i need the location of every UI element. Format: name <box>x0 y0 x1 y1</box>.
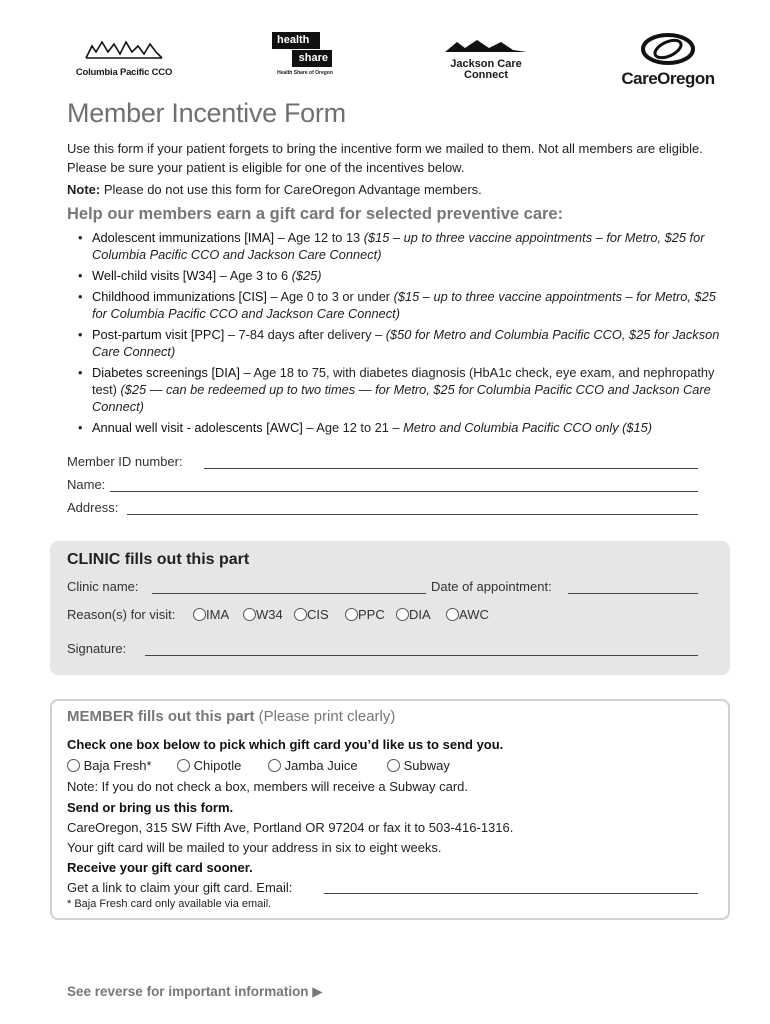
email-label: Get a link to claim your gift card. Email: <box>67 880 293 895</box>
mountains-icon <box>84 38 164 60</box>
incentive-item <box>78 267 728 284</box>
incentive-item <box>78 364 728 415</box>
jackson-line1: Jackson Care <box>450 58 522 70</box>
reason-w34[interactable] <box>243 607 283 625</box>
incentive-detail: Metro and Columbia Pacific CCO only ($15) <box>403 420 653 435</box>
careoregon-text: CareOregon <box>621 69 715 88</box>
incentive-desc: – Age 12 to 21 – <box>302 420 404 435</box>
jackson-care-connect-logo <box>440 38 532 81</box>
incentive-name: Childhood immunizations [CIS] <box>92 289 267 304</box>
health-share-subtitle: Health Share of Oregon <box>277 70 333 76</box>
columbia-pacific-logo <box>64 38 184 78</box>
see-reverse-link: See reverse for important information ▶ <box>67 984 323 999</box>
reason-cis[interactable] <box>294 607 329 625</box>
columbia-pacific-text: Columbia Pacific CCO <box>75 67 173 78</box>
reason-ima-label: IMA <box>206 607 230 622</box>
incentive-detail: ($25) <box>291 268 322 283</box>
help-heading: Help our members earn a gift card for selected preventive care: <box>67 205 564 223</box>
radio-icon[interactable] <box>446 608 459 621</box>
health-share-logo <box>272 32 338 76</box>
reason-ima[interactable] <box>193 607 229 625</box>
card-subway[interactable] <box>387 757 450 774</box>
incentive-desc: – Age 0 to 3 or under <box>266 289 394 304</box>
reason-cis-label: CIS <box>307 607 329 622</box>
clinic-name-field[interactable] <box>152 593 426 594</box>
card-note: Note: If you do not check a box, members will receive a Subway card. <box>67 779 469 794</box>
card-chipotle[interactable] <box>177 757 241 774</box>
incentive-name: Annual well visit - adolescents [AWC] <box>92 420 303 435</box>
name-field[interactable] <box>110 491 698 492</box>
card-baja-label: Baja Fresh* <box>83 758 152 773</box>
signature-label: Signature: <box>67 641 127 656</box>
note-body: Please do not use this form for CareOregon Advantage members. <box>103 182 482 197</box>
incentive-item <box>78 326 728 360</box>
send-heading: Send or bring us this form. <box>67 800 234 815</box>
footnote: * Baja Fresh card only available via email. <box>67 898 272 910</box>
incentive-item <box>78 229 728 263</box>
landscape-icon <box>443 38 529 54</box>
mailing-address: CareOregon, 315 SW Fifth Ave, Portland OR 97204 or fax it to 503-416-1316. <box>67 820 514 835</box>
incentive-name: Diabetes screenings [DIA] <box>92 365 240 380</box>
radio-icon[interactable] <box>193 608 206 621</box>
member-title-rest: (Please print clearly) <box>254 708 396 725</box>
receive-heading: Receive your gift card sooner. <box>67 860 253 875</box>
incentive-name: Adolescent immunizations [IMA] <box>92 230 275 245</box>
signature-field[interactable] <box>145 655 698 656</box>
jackson-line2: Connect <box>464 69 508 81</box>
radio-icon[interactable] <box>294 608 307 621</box>
member-id-field[interactable] <box>204 468 698 469</box>
incentive-detail: ($15 – up to three vaccine appointments – for Metro, $25 for Columbia Pacific CCO and Jackson Care Connect) <box>92 230 705 262</box>
date-field[interactable] <box>568 593 698 594</box>
reason-dia-label: DIA <box>409 607 431 622</box>
radio-icon[interactable] <box>345 608 358 621</box>
health-share-top: health <box>272 32 320 49</box>
reason-ppc[interactable] <box>345 607 385 625</box>
member-title <box>67 708 395 725</box>
reasons-label: Reason(s) for visit: <box>67 607 176 622</box>
incentive-name: Post-partum visit [PPC] <box>92 327 225 342</box>
incentive-name: Well-child visits [W34] <box>92 268 217 283</box>
reason-awc[interactable] <box>446 607 489 625</box>
radio-icon[interactable] <box>268 759 281 772</box>
address-label: Address: <box>67 500 119 515</box>
intro-text: Use this form if your patient forgets to bring the incentive form we mailed to them. Not all members are eligible. Please be sure your patient is eligible for one of the incentives below. <box>67 141 703 175</box>
incentive-desc: – Age 18 to 75, with diabetes diagnosis (HbA1c check, eye exam, and nephropathy test) <box>92 365 715 397</box>
reason-ppc-label: PPC <box>358 607 385 622</box>
incentive-detail: ($25 — can be redeemed up to two times — for Metro, $25 for Columbia Pacific CCO and Jackson Care Connect) <box>92 382 711 414</box>
mail-timing: Your gift card will be mailed to your address in six to eight weeks. <box>67 840 442 855</box>
careoregon-swirl-icon <box>640 32 696 66</box>
radio-icon[interactable] <box>396 608 409 621</box>
radio-icon[interactable] <box>67 759 80 772</box>
page-title: Member Incentive Form <box>67 98 346 128</box>
clinic-title: CLINIC fills out this part <box>67 551 250 568</box>
reason-w34-label: W34 <box>256 607 283 622</box>
card-baja[interactable] <box>67 757 152 774</box>
address-field[interactable] <box>127 514 698 515</box>
incentive-item <box>78 419 728 436</box>
card-subway-label: Subway <box>403 758 450 773</box>
incentive-detail: ($15 – up to three vaccine appointments – for Metro, $25 for Columbia Pacific CCO and Jackson Care Connect) <box>92 289 716 321</box>
radio-icon[interactable] <box>177 759 190 772</box>
incentive-detail: ($50 for Metro and Columbia Pacific CCO, $25 for Jackson Care Connect) <box>92 327 720 359</box>
reason-awc-label: AWC <box>459 607 489 622</box>
incentive-item <box>78 288 728 322</box>
email-field[interactable] <box>324 893 698 894</box>
name-label: Name: <box>67 477 106 492</box>
incentive-desc: – 7-84 days after delivery – <box>224 327 386 342</box>
check-heading: Check one box below to pick which gift card you’d like us to send you. <box>67 737 504 752</box>
card-jamba[interactable] <box>268 757 358 774</box>
incentive-desc: – Age 3 to 6 <box>216 268 292 283</box>
radio-icon[interactable] <box>243 608 256 621</box>
member-title-bold: MEMBER fills out this part <box>67 708 255 725</box>
note-label: Note: <box>67 182 101 197</box>
card-jamba-label: Jamba Juice <box>284 758 358 773</box>
partner-logos <box>0 28 770 88</box>
health-share-bottom: share <box>292 50 332 67</box>
member-id-label: Member ID number: <box>67 454 183 469</box>
card-chipotle-label: Chipotle <box>193 758 242 773</box>
reason-dia[interactable] <box>396 607 431 625</box>
date-label: Date of appointment: <box>431 579 552 594</box>
note-text <box>67 180 727 199</box>
radio-icon[interactable] <box>387 759 400 772</box>
clinic-name-label: Clinic name: <box>67 579 139 594</box>
incentive-list <box>78 229 728 440</box>
careoregon-logo <box>612 32 724 89</box>
incentive-desc: – Age 12 to 13 <box>274 230 364 245</box>
